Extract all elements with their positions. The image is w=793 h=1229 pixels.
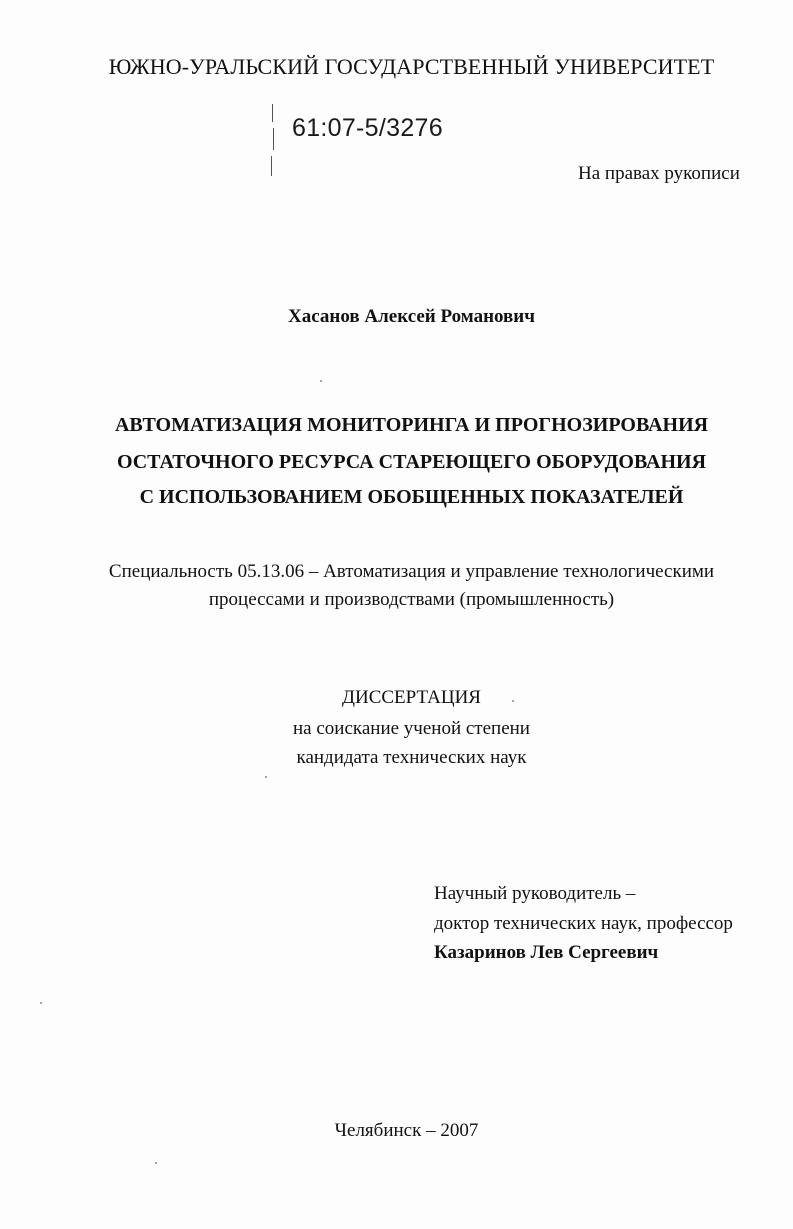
specialty-line: процессами и производствами (промышленность) [208,589,615,610]
specialty-line: Специальность 05.13.06 – Автоматизация и управление технологическими [108,561,715,582]
supervisor-role: Научный руководитель – [434,883,636,904]
author-name: Хасанов Алексей Романович [288,306,535,327]
scan-speck [512,700,514,702]
manuscript-rights-notice: На правах рукописи [578,163,740,184]
city-year: Челябинск – 2007 [334,1120,479,1141]
supervisor-name: Казаринов Лев Сергеевич [434,942,659,963]
stamp-mark [273,128,274,150]
stamp-mark [272,104,273,122]
scan-speck [40,1002,42,1004]
scan-speck [265,776,267,778]
university-name: ЮЖНО-УРАЛЬСКИЙ ГОСУДАРСТВЕННЫЙ УНИВЕРСИТЕТ [108,54,715,79]
scan-speck [155,1162,157,1164]
degree-name: кандидата технических наук [296,747,527,768]
stamp-mark [271,156,272,176]
scan-speck [320,380,322,382]
dissertation-title-line: С ИСПОЛЬЗОВАНИЕМ ОБОБЩЕННЫХ ПОКАЗАТЕЛЕЙ [139,486,684,508]
degree-purpose: на соискание ученой степени [293,718,530,739]
archive-code: 61:07-5/3276 [292,114,443,142]
dissertation-title-line: ОСТАТОЧНОГО РЕСУРСА СТАРЕЮЩЕГО ОБОРУДОВАНИЯ [116,451,707,473]
dissertation-title-line: АВТОМАТИЗАЦИЯ МОНИТОРИНГА И ПРОГНОЗИРОВАНИЯ [114,414,709,436]
supervisor-degree: доктор технических наук, профессор [434,913,733,934]
dissertation-heading: ДИССЕРТАЦИЯ [342,687,481,708]
